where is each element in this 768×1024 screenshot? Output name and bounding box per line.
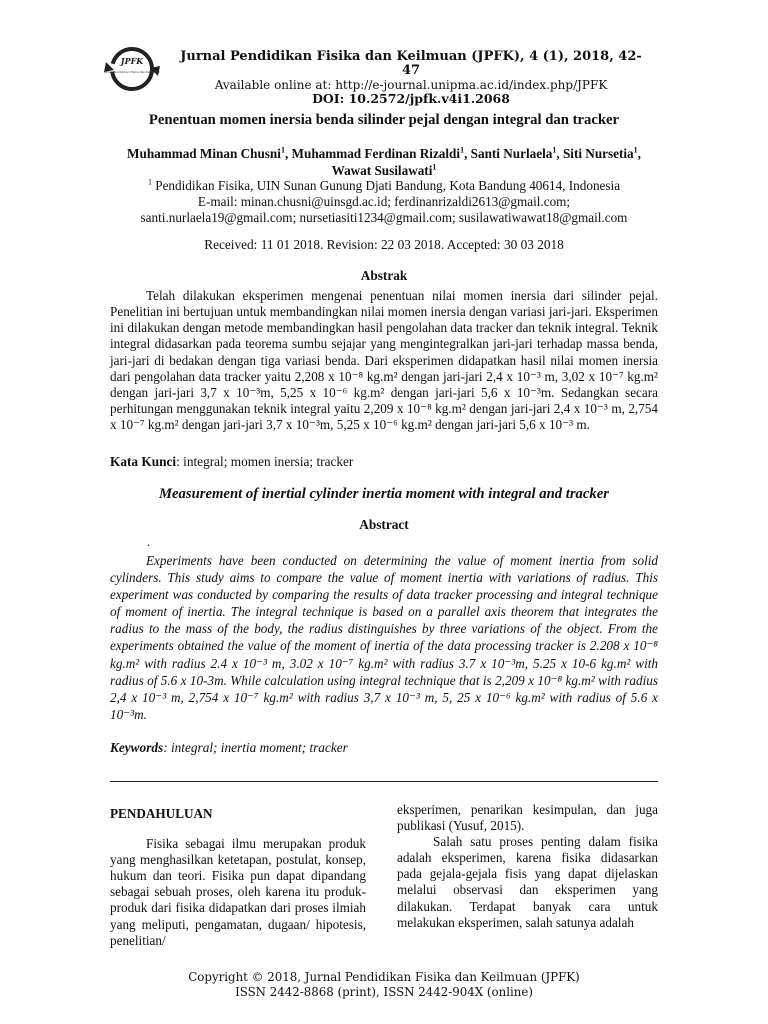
author-separator: , [637,146,641,161]
author-affil-sup: 1 [432,162,437,172]
author-separator: , [556,146,563,161]
author-affil-sup: 1 [280,145,285,155]
author-list [110,145,658,179]
keywords-value: : integral; inertia moment; tracker [163,740,348,755]
copyright: Copyright © 2018, Jurnal Pendidikan Fisika dan Keilmuan (JPFK) [188,970,580,984]
intro-paragraph-cont: eksperimen, penarikan kesimpulan, dan juga publikasi (Yusuf, 2015). [397,802,658,834]
page-footer [0,970,768,999]
abstract-body [110,552,658,723]
paper-title: Penentuan momen inersia benda silinder pejal dengan integral dan tracker [148,112,620,128]
section-heading-pendahuluan: PENDAHULUAN [110,806,213,821]
author-affil-sup: 1 [633,145,638,155]
abstract-heading: Abstract [359,517,409,532]
email-line: E-mail: minan.chusni@uinsgd.ac.id; ferdinanrizaldi2613@gmail.com; [197,194,571,210]
author-separator: , [284,146,292,161]
affiliation [110,178,658,194]
intro-paragraph: Fisika sebagai ilmu merupakan produk yang menghasilkan ketetapan, postulat, konsep, hukum dan teori. Fisika pun dapat dipandang sebagai sebuah proses, oleh karena itu produk-produk dari fisika didapatkan dari proses ilmiah yang meliputi, pengamatan, dugaan/ hipotesis, penelitian/ [110,836,366,948]
author-affil-sup: 1 [552,145,557,155]
received-dates: Received: 11 01 2018. Revision: 22 03 2018. Accepted: 30 03 2018 [204,237,564,252]
affiliation-text: Pendidikan Fisika, UIN Sunan Gunung Djati Bandung, Kota Bandung 40614, Indonesia [155,178,621,193]
abstrak-body [110,288,658,433]
author-affil-sup: 1 [460,145,465,155]
author-name: Santi Nurlaela [470,146,553,161]
column-right [397,802,658,931]
author-name: Muhammad Ferdinan Rizaldi [291,146,461,161]
english-title: Measurement of inertial cylinder inertia moment with integral and tracker [158,486,610,502]
author-separator: , [464,146,471,161]
kata-kunci [110,454,353,470]
email-line: santi.nurlaela19@gmail.com; nursetiasiti1234@gmail.com; susilawatiwawat18@gmail.com [140,210,628,226]
author-name: Wawat Susilawati [331,163,433,178]
keywords-label: Keywords [110,740,164,755]
abstract-paragraph: Experiments have been conducted on determining the value of moment inertia from solid cylinders. This study aims to compare the value of moment inertia with variations of radius. This experiment was conducted by comparing the results of data tracker processing and integral technique of moment of inertia. The integral technique is based on a parallel axis theorem that integrates the radius to the mass of the body, the radius distinguishes by three variations of the object. From the experiments obtained the value of the moment of inertia of the data processing tracker is 2.208 x 10⁻⁸ kg.m² with radius 2.4 x 10⁻³ m, 3.02 x 10⁻⁷ kg.m² with radius 3.7 x 10⁻³m, 5.25 x 10-6 kg.m² with radius of 5.6 x 10-3m. While calculation using integral technique that is 2,209 x 10⁻⁸ kg.m² with radius 2,4 x 10⁻³ m, 2,754 x 10⁻⁷ kg.m² with radius 3,7 x 10⁻³ m, 5, 25 x 10⁻⁶ kg.m² with radius of 5.6 x 10⁻³m. [110,553,658,722]
affiliation-block [110,178,658,227]
author-name: Siti Nursetia [562,146,634,161]
intro-paragraph: Salah satu proses penting dalam fisika adalah eksperimen, karena fisika didasarkan pada gejala-gejala fisis yang dapat dijelaskan melalui observasi dan eksperimen yang dilakukan. Terdapat banyak cara untuk melakukan eksperimen, salah satunya adalah [397,834,658,930]
journal-logo [102,44,164,94]
column-left [110,806,366,949]
abstrak-heading: Abstrak [360,268,408,283]
abstrak-paragraph: Telah dilakukan eksperimen mengenai penentuan nilai momen inersia dari silinder pejal. Penelitian ini bertujuan untuk membandingkan nilai momen inersia dengan variasi jari-jari. Eksperimen ini dilakukan dengan metode membandingkan hasil pengolahan data tracker dan teknik integral. Teknik integral didasarkan pada teorema sumbu sejajar yang mengintegralkan jari-jari terhadap massa benda, jari-jari di bedakan dengan tiga variasi benda. Dari eksperimen didapatkan hasil nilai momen inersia dari pengolahan data tracker yaitu 2,208 x 10⁻⁸ kg.m² dengan jari-jari 2,4 x 10⁻³ m, 3,02 x 10⁻⁷ kg.m² dengan jari-jari 3,7 x 10⁻³m, 5,25 x 10⁻⁶ kg.m² dengan jari-jari 5,6 x 10⁻³m. Sedangkan secara perhitungan menggunakan teknik integral yaitu 2,209 x 10⁻⁸ kg.m² dengan jari-jari 2,4 x 10⁻³ m, 2,754 x 10⁻⁷ kg.m² dengan jari-jari 3,7 x 10⁻³m, 5,25 x 10⁻⁶ kg.m² dengan jari-jari 5,6 x 10⁻³ m. [110,288,658,433]
journal-header [176,50,646,106]
section-divider [110,781,658,782]
kata-kunci-label: Kata Kunci [110,454,177,469]
issn: ISSN 2442-8868 (print), ISSN 2442-904X (online) [235,984,533,999]
keywords [110,740,348,756]
logo-text: JPFK [120,56,144,66]
stray-dot: . [147,534,151,549]
logo-subtext: Jurnal Pendidikan Fisika dan Keilmuan [103,70,161,74]
journal-citation: Jurnal Pendidikan Fisika dan Keilmuan (JPFK), 4 (1), 2018, 42-47 [180,49,642,78]
doi: DOI: 10.2572/jpfk.v4i1.2068 [312,91,510,106]
kata-kunci-value: : integral; momen inersia; tracker [176,454,354,469]
journal-url: Available online at: http://e-journal.unipma.ac.id/index.php/JPFK [214,78,608,92]
affiliation-sup: 1 [147,177,152,187]
author-name: Muhammad Minan Chusni [127,146,281,161]
